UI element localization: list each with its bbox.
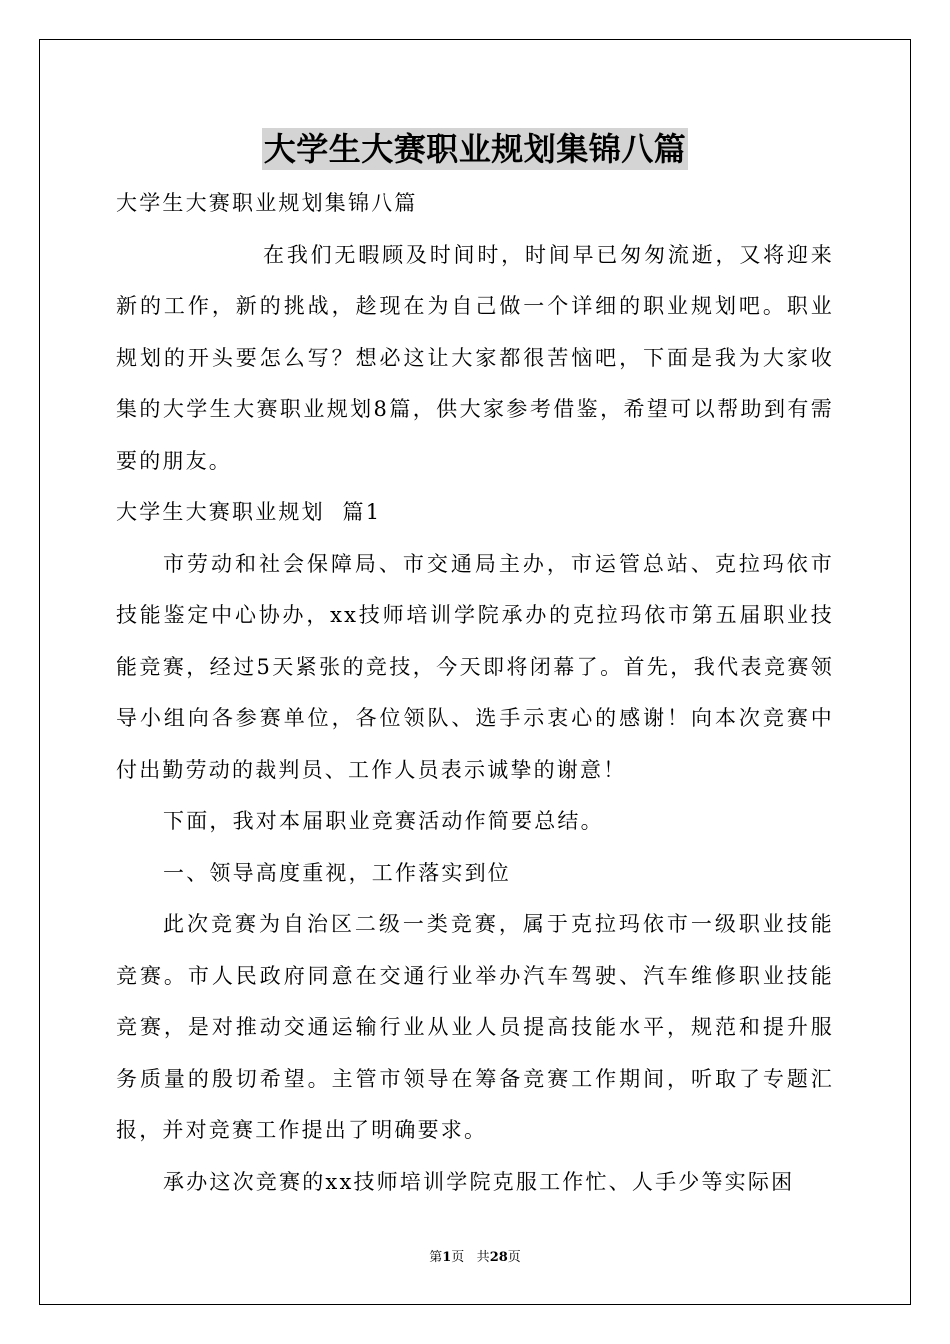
- page-suffix: 页: [451, 1250, 465, 1265]
- section-heading: 大学生大赛职业规划 篇1: [116, 500, 382, 524]
- total-prefix: 共: [476, 1250, 490, 1265]
- document-body: [116, 128, 834, 1208]
- document-title: 大学生大赛职业规划集锦八篇: [263, 130, 687, 168]
- body-paragraph-3: 此次竞赛为自治区二级一类竞赛，属于克拉玛依市一级职业技能竞赛。市人民政府同意在交通行业举办汽车驾驶、汽车维修职业技能竞赛，是对推动交通运输行业从业人员提高技能水平，规范和提升服务质量的殷切希望。主管市领导在筹备竞赛工作期间，听取了专题汇报，并对竞赛工作提出了明确要求。: [116, 912, 834, 1142]
- document-subtitle: 大学生大赛职业规划集锦八篇: [116, 191, 418, 215]
- body-paragraph-1: 市劳动和社会保障局、市交通局主办，市运管总站、克拉玛依市技能鉴定中心协办，xx技师培训学院承办的克拉玛依市第五届职业技能竞赛，经过5天紧张的竞技，今天即将闭幕了。首先，我代表竞赛领导小组向各参赛单位，各位领队、选手示衷心的感谢！向本次竞赛中付出勤劳动的裁判员、工作人员表示诚挚的谢意！: [116, 551, 834, 782]
- body-paragraph-2: 下面，我对本届职业竞赛活动作简要总结。: [163, 809, 604, 833]
- total-pages: 28: [489, 1250, 508, 1265]
- page-footer: [0, 1249, 950, 1267]
- total-suffix: 页: [507, 1250, 521, 1265]
- intro-paragraph: 在我们无暇顾及时间时，时间早已匆匆流逝，又将迎来新的工作，新的挑战，趁现在为自己做一个详细的职业规划吧。职业规划的开头要怎么写？想必这让大家都很苦恼吧，下面是我为大家收集的大学生大赛职业规划8篇，供大家参考借鉴，希望可以帮助到有需要的朋友。: [116, 242, 834, 473]
- subheading-1: 一、领导高度重视，工作落实到位: [163, 860, 511, 885]
- title-container: [116, 128, 834, 170]
- page-number: 1: [442, 1250, 452, 1265]
- page-prefix: 第: [429, 1250, 443, 1265]
- body-paragraph-4: 承办这次竞赛的xx技师培训学院克服工作忙、人手少等实际困: [163, 1169, 795, 1194]
